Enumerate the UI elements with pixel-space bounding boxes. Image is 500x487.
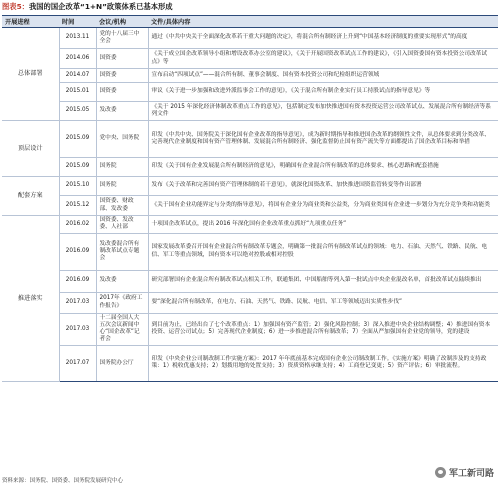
time-cell: 2013.11	[59, 28, 96, 49]
org-cell: 2017年《政府工作报告》	[96, 292, 148, 313]
table-row	[2, 177, 498, 196]
time-cell: 2016.09	[59, 233, 96, 270]
time-cell: 2015.12	[59, 196, 96, 216]
org-cell: 国务院	[96, 158, 148, 177]
org-cell: 发改委	[96, 270, 148, 292]
table-row	[2, 196, 498, 216]
org-cell: 党的十八届三中全会	[96, 28, 148, 49]
org-cell: 党中央、国务院	[96, 121, 148, 158]
org-cell: 国资委	[96, 83, 148, 102]
content-cell: 国家发展改革委召开国有企业混合所有制改革专题会，明确第一批混合所有制改革试点的领域：电力、石油、天然气、铁路、民航、电信、军工等重点领域，国有资本可以绝对控股或相对控股	[148, 233, 498, 270]
wechat-icon	[435, 467, 446, 478]
stage-cell: 总体部署	[2, 28, 59, 121]
content-cell: 发布《关于改革和完善国有资产管理体制的若干意见》，就深化国资改革、加快推进国资监管转变等作出部署	[148, 177, 498, 196]
time-cell: 2015.05	[59, 102, 96, 121]
content-cell: 《关于 2015 年深化经济体制改革重点工作的意见》，包括制定发布加快推进国有资本投资运营公司改革试点、发展混合所有制经济等系列文件	[148, 102, 498, 121]
stage-cell: 推进落实	[2, 216, 59, 382]
table-row	[2, 69, 498, 83]
time-cell: 2017.07	[59, 345, 96, 381]
table-row	[2, 345, 498, 381]
content-cell: 到目前为止，已经出台了七个改革重点：1）加强国有资产监管；2）强化风险控制；3）深入推进中央企业结构调整；4）推进国有资本投资、运营公司试点；5）完善现代企业制度；6）进一步推进混合所有制改革；7）全面从严加强国有企业党的领导，党的建设	[148, 313, 498, 345]
header-time: 时间	[59, 16, 96, 28]
content-cell: 研究部署国有企业混合所有制改革试点相关工作，联通集团、中国船舶等列入第一批试点中央企业混改名单，首批改革试点陆续推出	[148, 270, 498, 292]
table-row	[2, 83, 498, 102]
header-org: 会议/机构	[96, 16, 148, 28]
org-cell: 国资委	[96, 69, 148, 83]
time-cell: 2014.07	[59, 69, 96, 83]
org-cell: 发改委	[96, 102, 148, 121]
stage-cell: 配套方案	[2, 177, 59, 216]
content-cell: 要“深化混合所有制改革，在电力、石油、天然气、铁路、民航、电信、军工等领域迈出实质性步伐”	[148, 292, 498, 313]
org-cell: 发改委混合所有制改革试点专题会	[96, 233, 148, 270]
table-row	[2, 49, 498, 69]
policy-table	[2, 15, 498, 382]
table-row	[2, 28, 498, 49]
table-row	[2, 158, 498, 177]
source-note: 资料来源：国务院、国资委、国务院发展研究中心	[2, 478, 124, 484]
time-cell: 2015.10	[59, 177, 96, 196]
org-cell: 国资委	[96, 49, 148, 69]
time-cell: 2016.09	[59, 270, 96, 292]
org-cell: 国资委、发改委、人社部	[96, 216, 148, 234]
header-stage: 开展进程	[2, 16, 59, 28]
table-row	[2, 216, 498, 234]
table-body	[2, 28, 498, 382]
figure-title-text: 我国的国企改革“1+N”政策体系已基本形成	[28, 2, 173, 11]
content-cell: 印发《中央企业公司制改制工作实施方案》：2017 年年底前基本完成国有企业公司制改制工作。《实施方案》明确了改制涉及的支持政策：1）税收优惠支持；2）划拨用地的处置支持；3）资质资格承继支持；4）工商登记变更；5）资产评估；6）审批流程。	[148, 345, 498, 381]
time-cell: 2014.06	[59, 49, 96, 69]
time-cell: 2016.02	[59, 216, 96, 234]
time-cell: 2015.01	[59, 83, 96, 102]
org-cell: 国资委、财政部、发改委	[96, 196, 148, 216]
table-header-row	[2, 16, 498, 28]
content-cell: 宣布启动“四项试点”——混合所有制、董事会制度、国有资本投资公司和纪检组织运营领域	[148, 69, 498, 83]
table-row	[2, 292, 498, 313]
table-row	[2, 121, 498, 158]
time-cell: 2017.03	[59, 292, 96, 313]
time-cell: 2015.09	[59, 158, 96, 177]
content-cell: 通过《中共中央关于全面深化改革若干重大问题的决定》，将混合所有制经济上升到“中国基本经济制度的重要实现形式”的高度	[148, 28, 498, 49]
figure-title	[2, 2, 173, 14]
org-cell: 国务院办公厅	[96, 345, 148, 381]
time-cell: 2015.09	[59, 121, 96, 158]
table-row	[2, 102, 498, 121]
table-row	[2, 270, 498, 292]
content-cell: 印发《中共中央、国务院关于深化国有企业改革的指导意见》，成为新时期指导和推进国企改革的纲领性文件，从总体要求到分类改革、完善现代企业制度和国有资产管理体制、发展混合所有制经济、强化监督防止国有资产流失等方面都提出了国企改革目标和举措	[148, 121, 498, 158]
watermark-text: 军工新司路	[448, 469, 494, 479]
figure-label: 图表5：	[2, 2, 29, 11]
content-cell: 《关于国有企业功能界定与分类的指导意见》，将国有企业分为商业类和公益类，分为商业类国有企业进一步划分为充分竞争类和功能类	[148, 196, 498, 216]
org-cell: 国务院	[96, 177, 148, 196]
header-content: 文件/具体内容	[148, 16, 498, 28]
table-row	[2, 313, 498, 345]
table-row	[2, 233, 498, 270]
org-cell: 十二届全国人大五次会议新闻中心“国企改革”记者会	[96, 313, 148, 345]
watermark	[435, 466, 494, 479]
time-cell: 2017.03	[59, 313, 96, 345]
content-cell: 印发《关于国有企业发展混合所有制经济的意见》，明确国有企业混合所有制改革的总体要求、核心思路和配套措施	[148, 158, 498, 177]
stage-cell: 顶层设计	[2, 121, 59, 177]
content-cell: 审议《关于进一步加强和改进外派监事会工作的意见》，《关于混合所有制企业实行员工持股试点的指导意见》等	[148, 83, 498, 102]
content-cell: 《关于成立国企改革领导小组和增设改革办公室的建议》，《关于开展国资改革试点工作的建议》，《引入国资委国有资本投资公司改革试点》等	[148, 49, 498, 69]
content-cell: 十项国企改革试点，提出 2016 年深化国有企业改革重点抓好“九项重点任务”	[148, 216, 498, 234]
